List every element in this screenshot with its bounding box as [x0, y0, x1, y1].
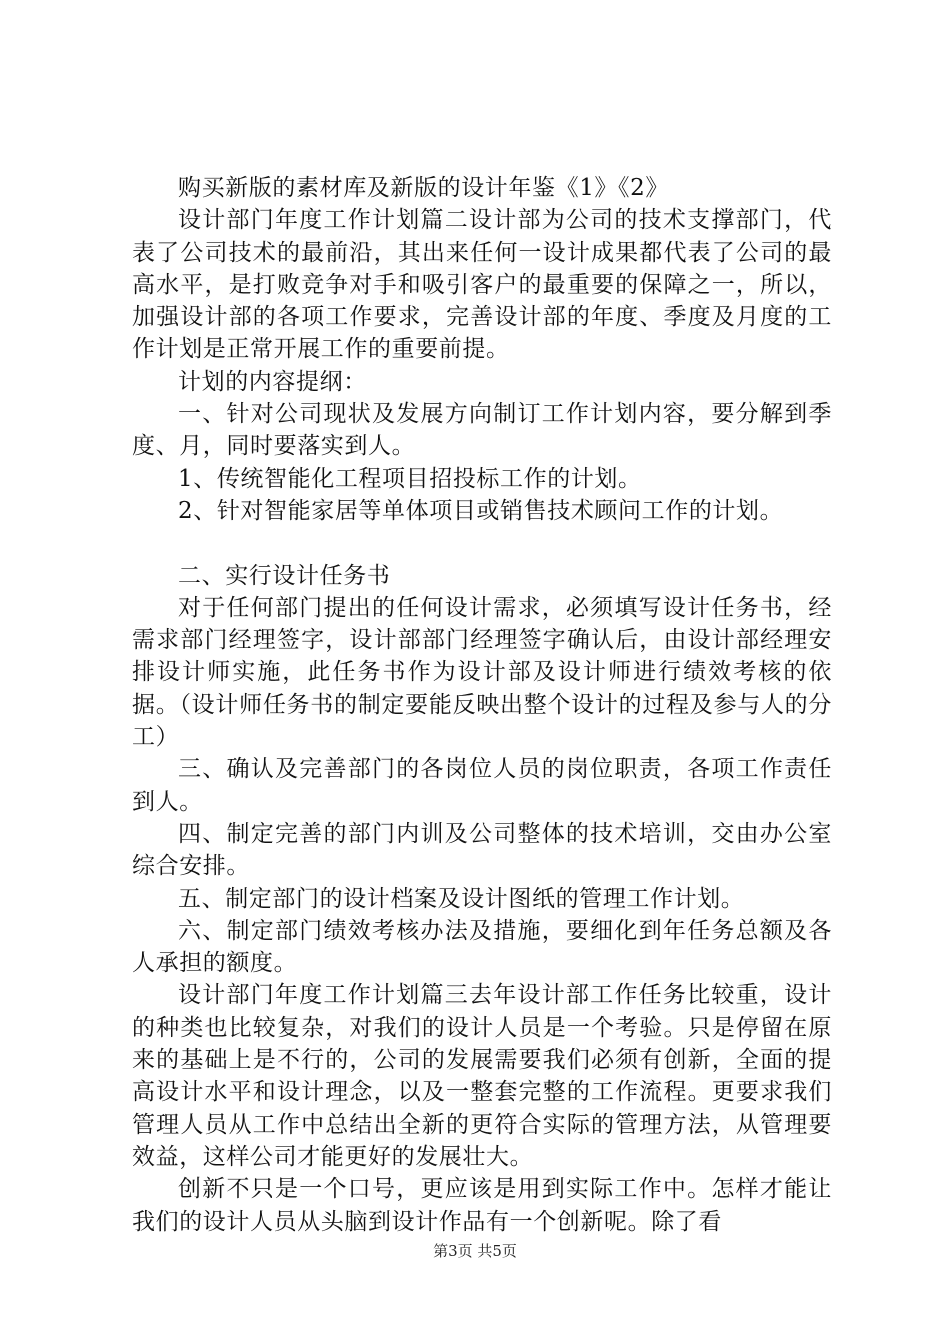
paragraph-task-book: 对于任何部门提出的任何设计需求，必须填写设计任务书，经需求部门经理签字，设计部部门经理签字确认后，由设计部经理安排设计师实施，此任务书作为设计部及设计师进行绩效考核的依据。（设计师任务书的制定要能反映出整个设计的过程及参与人的分工） — [132, 594, 832, 751]
paragraph-section-two-heading: 二、实行设计任务书 — [178, 562, 391, 589]
paragraph-item-two: 2、针对智能家居等单体项目或销售技术顾问工作的计划。 — [178, 497, 784, 524]
paragraph-section-six: 六、制定部门绩效考核办法及措施，要细化到年任务总额及各人承担的额度。 — [132, 917, 832, 977]
paragraph-section-one: 一、针对公司现状及发展方向制订工作计划内容，要分解到季度、月，同时要落实到人。 — [132, 401, 832, 460]
paragraph-plan-three-intro: 设计部门年度工作计划篇三去年设计部工作任务比较重，设计的种类也比较复杂，对我们的设计人员是一个考验。只是停留在原来的基础上是不行的，公司的发展需要我们必须有创新，全面的提高设计水平和设计理念，以及一整套完整的工作流程。更要求我们管理人员从工作中总结出全新的更符合实际的管理方法，从管理要效益，这样公司才能更好的发展壮大。 — [132, 982, 832, 1170]
paragraph-item-one: 1、传统智能化工程项目招投标工作的计划。 — [178, 465, 642, 492]
page-number-footer: 第3页 共5页 — [433, 1242, 517, 1260]
paragraph-materials: 购买新版的素材库及新版的设计年鉴《1》《2》 — [178, 175, 669, 201]
paragraph-section-four: 四、制定完善的部门内训及公司整体的技术培训，交由办公室综合安排。 — [132, 820, 832, 880]
paragraph-spacer — [132, 527, 832, 559]
paragraph-section-three: 三、确认及完善部门的各岗位人员的岗位职责，各项工作责任到人。 — [132, 756, 832, 815]
paragraph-plan-two-intro: 设计部门年度工作计划篇二设计部为公司的技术支撑部门，代表了公司技术的最前沿，其出来任何一设计成果都代表了公司的最高水平，是打败竞争对手和吸引客户的最重要的保障之一，所以，加强设计部的各项工作要求，完善设计部的年度、季度及月度的工作计划是正常开展工作的重要前提。 — [132, 207, 832, 363]
paragraph-outline-heading: 计划的内容提纲： — [178, 368, 367, 395]
paragraph-section-five: 五、制定部门的设计档案及设计图纸的管理工作计划。 — [178, 885, 745, 912]
document-body — [132, 172, 832, 1238]
paragraph-innovation: 创新不只是一个口号，更应该是用到实际工作中。怎样才能让我们的设计人员从头脑到设计作品有一个创新呢。除了看 — [132, 1176, 832, 1235]
